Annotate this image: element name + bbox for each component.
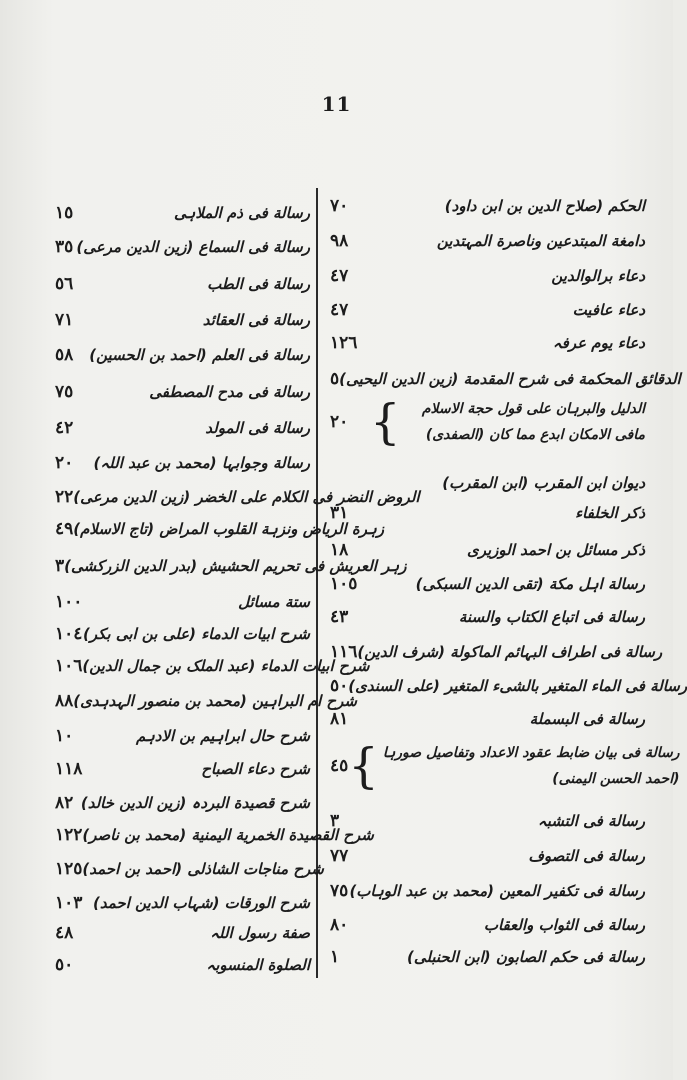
list-item: ٩٨ دامغة المبتدعین وناصرة المہتدین <box>330 231 645 251</box>
list-item: ٣ زہر العریش فى تحریم الحشیش (بدر الدین الزرکشی) <box>55 556 407 576</box>
list-item: ١٠٦ شرح ابیات الدماء (عبد الملک بن جمال الدین) <box>55 656 370 676</box>
list-item-group: ٤٥ { رسالة فى بیان ضابط عقود الاعداد وتفاصیل صورہا (احمد الحسن الیمنی) <box>330 738 680 794</box>
list-item: ٤٨ صفة رسول اللہ <box>55 923 310 943</box>
list-item: ٧٥ رسالة فى تکفیر المعین (محمد بن عبد الوہاب) <box>330 881 645 901</box>
list-item: ١٠٤ شرح ابیات الدماء (على بن ابى بکر) <box>55 624 310 644</box>
list-item: ٧١ رسالة فى العقائد <box>55 310 310 330</box>
list-item: ١٢٢ شرح القصیدة الخمریة الیمنیة (محمد بن ناصر) <box>55 825 374 845</box>
list-item: ١٥ رسالة فى ذم الملاہی <box>55 203 310 223</box>
list-item: ٣ رسالة فى التشبہ <box>330 811 645 831</box>
list-item: ١٢٥ شرح مناجات الشاذلی (احمد بن احمد) <box>55 859 324 879</box>
brace: { <box>370 394 401 450</box>
list-item: ١٠٥ رسالة اہل مکة (تقى الدین السبکی) <box>330 574 645 594</box>
list-item: ٥٠ الصلوة المنسوبہ <box>55 955 310 975</box>
list-item: ٨١ رسالة فى البسملة <box>330 709 645 729</box>
list-item: ٨٠ رسالة فى الثواب والعقاب <box>330 915 645 935</box>
list-item: ٤٧ دعاء برالوالدین <box>330 266 645 286</box>
list-item: ٢٢ الروض النضر فى الکلام على الخضر (زین الدین مرعی) <box>55 487 420 507</box>
list-item: ٧٠ الحکم (صلاح الدین بن ابن داود) <box>330 196 645 216</box>
list-item: ٥٠ رسالة فى الماء المتغیر بالشیء المتغیر (على السندی) <box>330 676 687 696</box>
list-item: ٤٣ رسالة فى اتباع الکتاب والسنة <box>330 607 645 627</box>
list-item: ٤٢ رسالة فى المولد <box>55 418 310 438</box>
page-number: 11 <box>321 92 352 116</box>
list-item: ١١٦ رسالة فى اطراف البہائم الماکولة (شرف الدین) <box>330 642 663 662</box>
list-item: ١ رسالة فى حکم الصابون (ابن الحنبلی) <box>330 947 645 967</box>
brace: { <box>348 738 379 794</box>
list-item: ١٨ ذکر مسائل بن احمد الوزیری <box>330 540 645 560</box>
list-item: ٣١ ذکر الخلفاء <box>330 503 645 523</box>
list-item: ٣٥ رسالة فى السماع (زین الدین مرعی) <box>55 237 310 257</box>
list-item: ٥ الدقائق المحکمة فى شرح المقدمة (زین الدین الیحیى) <box>330 369 681 389</box>
list-item: ١٢٦ دعاء یوم عرفہ <box>330 333 645 353</box>
list-item: ٢٠ رسالة وجوابہا (محمد بن عبد اللہ) <box>55 453 310 473</box>
list-item: ٤٧ دعاء عافیت <box>330 300 645 320</box>
list-item: ٨٢ شرح قصیدة البردہ (زین الدین خالد) <box>55 793 310 813</box>
list-item: ٨٨ شرح ام البراہین (محمد بن منصور الہدہدی) <box>55 691 357 711</box>
list-item: ١٠ شرح حال ابراہیم بن الادہم <box>55 726 310 746</box>
list-item: دیوان ابن المقرب (ابن المقرب) <box>442 474 645 492</box>
list-item: ١٠٠ ستة مسائل <box>55 592 310 612</box>
list-item: ٧٧ رسالة فى التصوف <box>330 846 645 866</box>
list-item: ٥٨ رسالة فى العلم (احمد بن الحسین) <box>55 345 310 365</box>
list-item: ٧٥ رسالة فى مدح المصطفى <box>55 382 310 402</box>
list-item: ٤٩ زہرة الریاض ونزہة القلوب المراض (تاج الاسلام) <box>55 519 385 539</box>
list-item: ٥٦ رسالة فى الطب <box>55 274 310 294</box>
list-item: ١١٨ شرح دعاء الصباح <box>55 759 310 779</box>
list-item: ١٠٣ شرح الورقات (شہاب الدین احمد) <box>55 893 310 913</box>
list-item-group: ٢٠ { الدلیل والبرہان على قول حجة الاسلام مافى الامکان ابدع مما کان (الصفدی) <box>330 394 645 450</box>
